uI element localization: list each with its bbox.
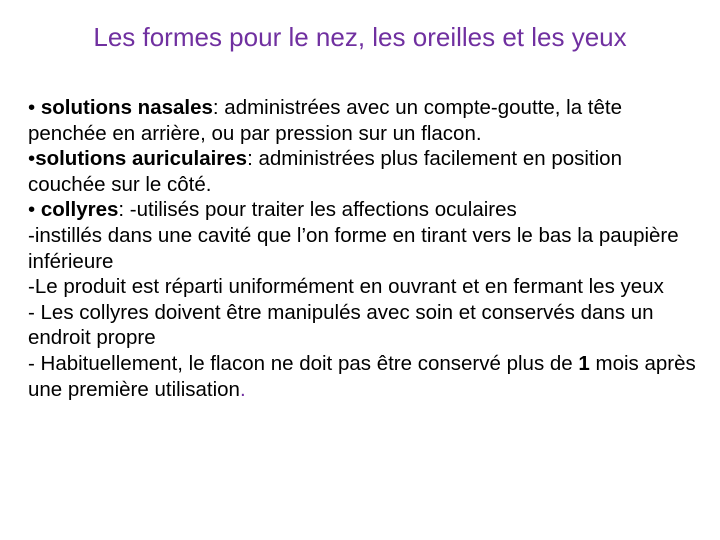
paragraph-nasal-solutions (28, 95, 698, 146)
paragraph-storage-duration (28, 351, 698, 402)
term-ear-solutions: solutions auriculaires (35, 147, 248, 171)
paragraph-handling: - Les collyres doivent être manipulés avec soin et conservés dans un endroit propre (28, 300, 654, 350)
term-eye-drops: collyres (40, 198, 119, 222)
slide-title: Les formes pour le nez, les oreilles et les yeux (93, 22, 627, 52)
storage-text-after: mois après une première utilisation (28, 351, 696, 401)
slide-body (28, 95, 698, 402)
bullet-mark: • (28, 198, 41, 222)
bullet-mark: • (28, 147, 36, 171)
description-eye-drops: : -utilisés pour traiter les affections oculaires (118, 198, 517, 222)
storage-duration-number: 1 (578, 351, 590, 375)
paragraph-distribution: -Le produit est réparti uniformément en ouvrant et en fermant les yeux (28, 275, 664, 299)
paragraph-instillation: -instillés dans une cavité que l’on forme en tirant vers le bas la paupière inférieure (28, 223, 679, 273)
description-ear-solutions: : administrées plus facilement en position couchée sur le côté. (28, 147, 622, 196)
bullet-mark: • (28, 96, 41, 119)
description-nasal-solutions: : administrées avec un compte-goutte, la tête penchée en arrière, ou par pression sur un flacon. (28, 96, 622, 145)
storage-text-before: - Habituellement, le flacon ne doit pas être conservé plus de (28, 351, 579, 375)
term-nasal-solutions: solutions nasales (40, 96, 213, 119)
paragraph-eye-drops (28, 197, 698, 223)
end-period: . (239, 377, 246, 401)
paragraph-ear-solutions (28, 146, 698, 197)
